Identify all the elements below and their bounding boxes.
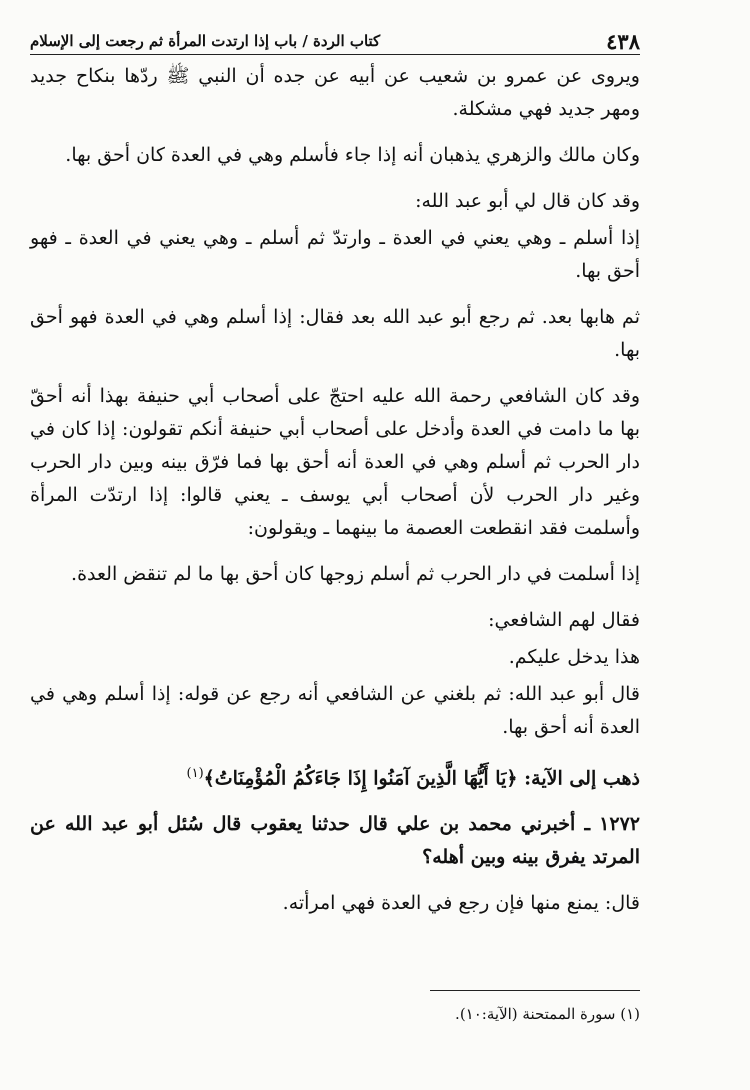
hadith-paragraph: ١٢٧٢ ـ أخبرني محمد بن علي قال حدثنا يعقوب قال سُئل أبو عبد الله عن المرتد يفرق بينه وبين أهله؟ bbox=[30, 813, 640, 869]
paragraph: فقال لهم الشافعي: bbox=[488, 609, 640, 631]
page-header bbox=[30, 28, 640, 55]
paragraph: وقد كان الشافعي رحمة الله عليه احتجّ على أصحاب أبي حنيفة بهذا أنه أحقّ بها ما دامت في العدة وأدخل على أصحاب أبي حنيفة أنكم تقولون: إذا كان في دار الحرب ثم أسلم وهي في العدة أنه أحق بها فما فرّق بينه وبين دار الحرب وغير دار الحرب لأن أصحاب أبي يوسف ـ يعني قالوا: إذا ارتدّت المرأة وأسلمت فقد انقطعت العصمة ما بينهما ـ ويقولون: bbox=[30, 385, 640, 539]
paragraph: إذا أسلم ـ وهي يعني في العدة ـ وارتدّ ثم أسلم ـ وهي يعني في العدة ـ فهو أحق بها. bbox=[30, 227, 640, 282]
quran-verse: ذهب إلى الآية: ﴿يَا أَيُّهَا الَّذِينَ آمَنُوا إِذَا جَاءَكُمُ الْمُؤْمِنَاتُ﴾ bbox=[203, 767, 640, 790]
paragraph: وقد كان قال لي أبو عبد الله: bbox=[415, 190, 640, 212]
paragraph: هذا يدخل عليكم. bbox=[508, 646, 640, 668]
main-text bbox=[30, 60, 640, 933]
paragraph: ثم هابها بعد. ثم رجع أبو عبد الله بعد فقال: إذا أسلم وهي في العدة فهو أحق بها. bbox=[30, 306, 640, 361]
paragraph: ويروى عن عمرو بن شعيب عن أبيه عن جده أن النبي ﷺ ردّها بنكاح جديد ومهر جديد فهي مشكلة. bbox=[30, 65, 640, 120]
paragraph: إذا أسلمت في دار الحرب ثم أسلم زوجها كان أحق بها ما لم تنقض العدة. bbox=[71, 563, 640, 585]
footnote: (١) سورة الممتحنة (الآية:١٠). bbox=[455, 1005, 640, 1023]
footnote-marker: (١) bbox=[186, 766, 204, 781]
paragraph: قال: يمنع منها فإن رجع في العدة فهي امرأته. bbox=[282, 892, 640, 915]
page-number: ٤٣٨ bbox=[606, 28, 640, 54]
quran-verse-paragraph bbox=[30, 757, 640, 795]
paragraph: قال أبو عبد الله: ثم بلغني عن الشافعي أنه رجع عن قوله: إذا أسلم وهي في العدة أنه أحق بها. bbox=[30, 683, 640, 738]
running-title: كتاب الردة / باب إذا ارتدت المرأة ثم رجعت إلى الإسلام bbox=[30, 32, 381, 50]
paragraph: وكان مالك والزهري يذهبان أنه إذا جاء فأسلم وهي في العدة كان أحق بها. bbox=[65, 144, 640, 166]
footnote-divider bbox=[430, 990, 640, 991]
